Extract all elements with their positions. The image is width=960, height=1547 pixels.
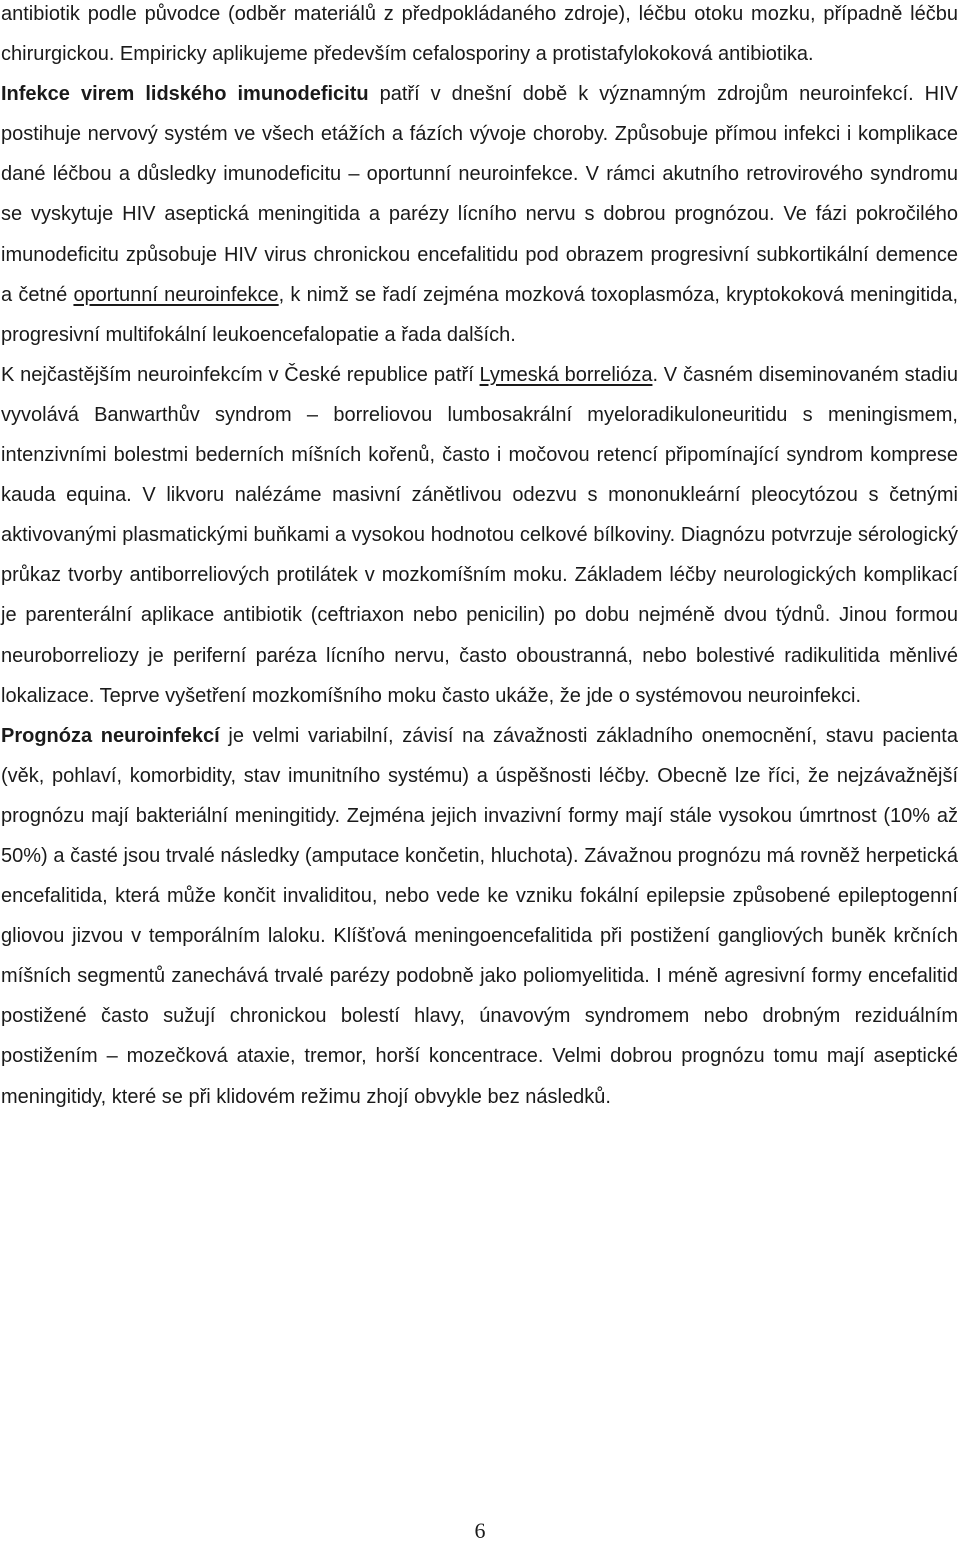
paragraph-prognosis <box>1 716 958 1117</box>
paragraph-borreliosis <box>1 355 958 716</box>
paragraph-text: antibiotik podle původce (odběr materiálů z předpokládaného zdroje), léčbu otoku mozku, případně léčbu chirurgickou. Empiricky aplikujeme především cefalosporiny a protistafylokoková antibiotika. <box>1 3 958 66</box>
paragraph-text: , k nimž se řadí zejména mozková toxoplasmóza, kryptokoková meningitida, progresivní multifokální leukoencefalopatie a řada dalších. <box>1 283 958 346</box>
heading-prognosis: Prognóza neuroinfekcí <box>1 724 220 747</box>
paragraph-text: je velmi variabilní, závisí na závažnosti základního onemocnění, stavu pacienta (věk, pohlaví, komorbidity, stav imunitního systému) a úspěšnosti léčby. Obecně lze říci, že nejzávažnější prognózu mají bakteriální meningitidy. Zejména jejich invazivní formy mají stále vysokou úmrtnost (10% až 50%) a časté jsou trvalé následky (amputace končetin, hluchota). Závažnou prognózu má rovněž herpetická encefalitida, která může končit invaliditou, nebo vede ke vzniku fokální epilepsie způsobené epileptogenní gliovou jizvou v temporálním laloku. Klíšťová meningoencefalitida při postižení gangliových buněk krčních míšních segmentů zanechává trvalé parézy podobně jako poliomyelitida. I méně agresivní formy encefalitid postižené často sužují chronickou bolestí hlavy, únavovým syndromem nebo drobným reziduálním postižením – mozečková ataxie, tremor, horší koncentrace. Velmi dobrou prognózu tomu mají aseptické meningitidy, které se při klidovém režimu zhojí obvykle bez následků. <box>1 724 958 1108</box>
heading-hiv: Infekce virem lidského imunodeficitu <box>1 83 369 106</box>
paragraph-text: K nejčastějším neuroinfekcím v České republice patří <box>1 363 480 386</box>
paragraph-treatment <box>1 0 958 74</box>
link-oportunni-neuroinfekce[interactable]: oportunní neuroinfekce <box>73 283 279 306</box>
paragraph-hiv <box>1 74 958 355</box>
page-number: 6 <box>474 1518 486 1543</box>
link-lymeska-borrelioza[interactable]: Lymeská borrelióza <box>479 363 653 386</box>
paragraph-text: patří v dnešní době k významným zdrojům neuroinfekcí. HIV postihuje nervový systém ve všech etážích a fázích vývoje choroby. Způsobuje přímou infekci i komplikace dané léčbou a důsledky imunodeficitu – oportunní neuroinfekce. V rámci akutního retrovirového syndromu se vyskytuje HIV aseptická meningitida a parézy lícního nervu s dobrou prognózou. Ve fázi pokročilého imunodeficitu způsobuje HIV virus chronickou encefalitidu pod obrazem progresivní subkortikální demence a četné <box>1 83 958 306</box>
paragraph-text: . V časném diseminovaném stadiu vyvolává Banwarthův syndrom – borreliovou lumbosakrální myeloradikuloneuritidu s meningismem, intenzivními bolestmi bederních míšních kořenů, často i močovou retencí připomínající syndrom komprese kauda equina. V likvoru nalézáme masivní zánětlivou odezvu s mononukleární pleocytózou s četnými aktivovanými plasmatickými buňkami a vysokou hodnotou celkové bílkoviny. Diagnózu potvrzuje sérologický průkaz tvorby antiborreliových protilátek v mozkomíšním moku. Základem léčby neurologických komplikací je parenterální aplikace antibiotik (ceftriaxon nebo penicilin) po dobu nejméně dvou týdnů. Jinou formou neuroborreliozy je periferní paréza lícního nervu, často oboustranná, nebo bolestivé radikulitida měnlivé lokalizace. Teprve vyšetření mozkomíšního moku často ukáže, že jde o systémovou neuroinfekci. <box>1 363 958 707</box>
